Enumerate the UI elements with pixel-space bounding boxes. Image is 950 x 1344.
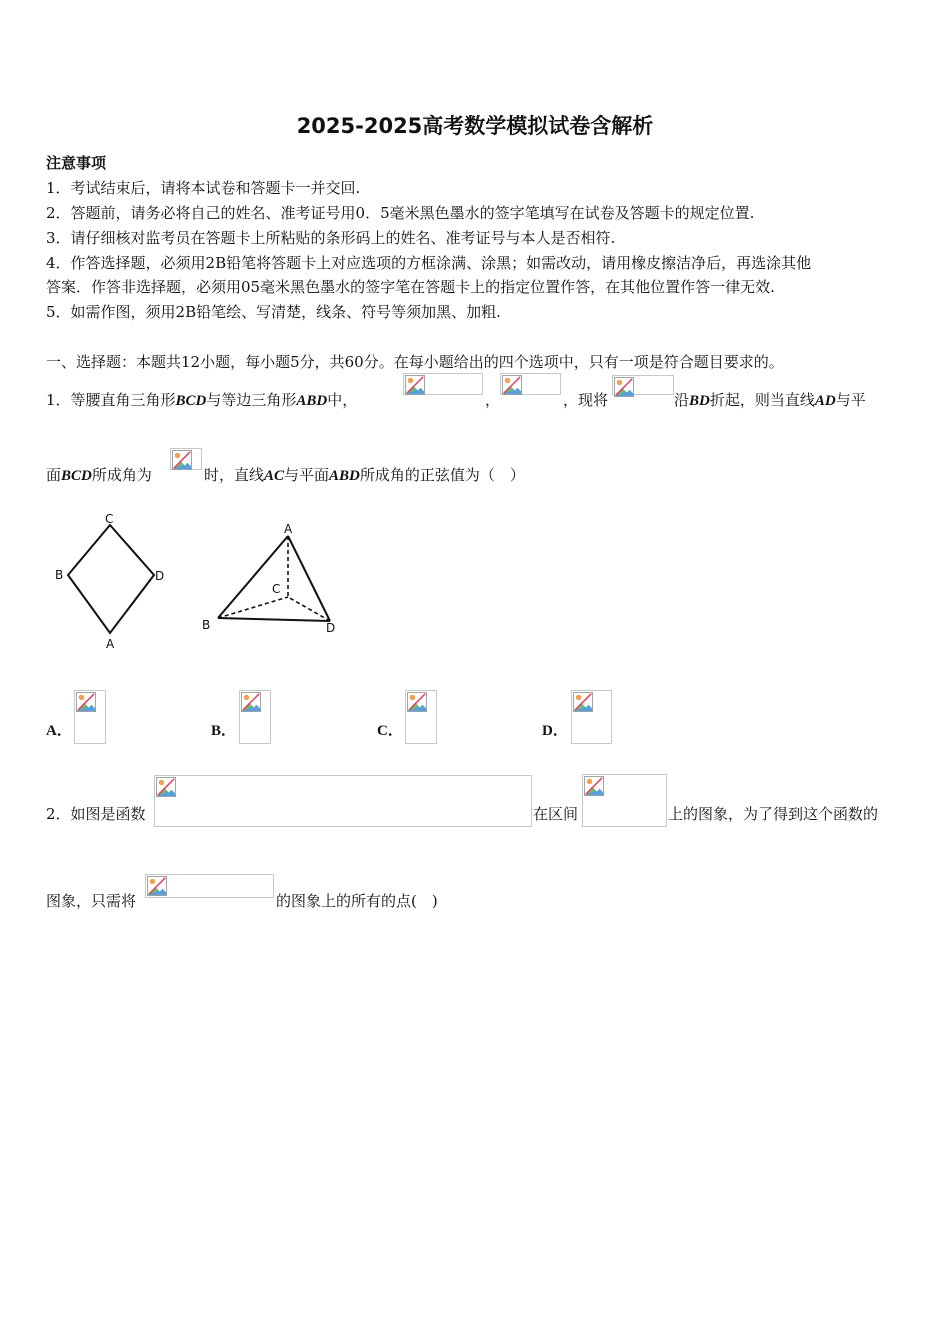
note-item: 5．如需作图，须用2B铅笔绘、写清楚，线条、符号等须加黑、加粗. <box>46 303 501 321</box>
question-1-line-2a <box>46 464 152 485</box>
section-heading: 一、选择题：本题共12小题，每小题5分，共60分。在每小题给出的四个选项中，只有一项是符合题目要求的。 <box>46 353 784 371</box>
q1-abd: ABD <box>329 468 360 484</box>
option-b-image-icon <box>239 690 271 744</box>
formula-image-icon <box>170 448 202 470</box>
figure-square-bcd <box>68 525 154 633</box>
fig1-label: C <box>105 512 114 526</box>
page-title: 2025-2025高考数学模拟试卷含解析 <box>296 114 654 138</box>
q1-text: 与平 <box>835 391 866 409</box>
option-c-image-icon <box>405 690 437 744</box>
option-b-label[interactable]: B． <box>211 723 237 739</box>
option-a-image-icon <box>74 690 106 744</box>
question-1-figures <box>50 505 350 655</box>
q1-text: 沿 <box>674 391 690 409</box>
q1-text: 所成角为 <box>91 466 152 484</box>
option-d-image-icon <box>571 690 612 744</box>
q1-text: ，现将 <box>563 391 609 409</box>
fig1-label: A <box>106 637 115 651</box>
q2-text: 的图象上的所有的点( ) <box>276 892 438 910</box>
formula-image-icon <box>154 775 532 827</box>
q1-ad: AD <box>814 393 836 409</box>
formula-image-icon <box>145 874 274 898</box>
q1-text: 面 <box>46 466 62 484</box>
q2-text: 在区间 <box>533 805 579 823</box>
note-item: 4．作答选择题，必须用2B铅笔将答题卡上对应选项的方框涂满、涂黑；如需改动，请用橡皮擦洁净后，再选涂其他 <box>46 254 812 272</box>
note-item: 2．答题前，请务必将自己的姓名、准考证号用0．5毫米黑色墨水的签字笔填写在试卷及答题卡的规定位置. <box>46 204 755 222</box>
question-1-line-1 <box>46 389 357 410</box>
q1-abd: ABD <box>296 393 328 409</box>
formula-image-icon <box>582 774 667 827</box>
q1-bcd: BCD <box>175 393 207 409</box>
fig2-label: D <box>326 621 336 635</box>
q1-text: 折起，则当直线 <box>709 391 815 409</box>
q1-text: 中， <box>327 391 358 409</box>
q1-comma: ， <box>485 391 501 409</box>
figure-tetrahedron <box>218 536 330 621</box>
formula-image-icon <box>500 373 561 395</box>
q2-text: 2．如图是函数 <box>46 805 146 823</box>
fig2-label: A <box>284 522 293 536</box>
q1-text: 与等边三角形 <box>206 391 297 409</box>
q1-bcd: BCD <box>61 468 92 484</box>
q1-text: 1．等腰直角三角形 <box>46 391 176 409</box>
question-1-line-2b <box>204 464 525 485</box>
option-d-label[interactable]: D． <box>542 723 568 739</box>
note-item: 答案．作答非选择题，必须用05毫米黑色墨水的签字笔在答题卡上的指定位置作答，在其他位置作答一律无效. <box>46 278 775 296</box>
q1-text: 所成角的正弦值为（ ） <box>359 466 525 484</box>
q1-ac: AC <box>264 468 285 484</box>
note-item: 3．请仔细核对监考员在答题卡上所粘贴的条形码上的姓名、准考证号与本人是否相符. <box>46 229 616 247</box>
q1-text: 与平面 <box>284 466 330 484</box>
fig1-label: B <box>55 568 64 582</box>
fig2-label: B <box>202 618 211 632</box>
q2-text: 上的图象，为了得到这个函数的 <box>668 805 879 823</box>
q1-bd: BD <box>689 393 710 409</box>
q1-text: 时，直线 <box>204 466 265 484</box>
note-item: 1．考试结束后，请将本试卷和答题卡一并交回. <box>46 179 361 197</box>
fig1-label: D <box>155 569 165 583</box>
fig2-label: C <box>272 582 281 596</box>
q2-text: 图象，只需将 <box>46 892 137 910</box>
option-a-label[interactable]: A． <box>46 723 72 739</box>
option-c-label[interactable]: C． <box>377 723 403 739</box>
notes-heading: 注意事项 <box>46 154 107 172</box>
question-1-line-1-end <box>674 389 866 410</box>
formula-image-icon <box>403 373 483 395</box>
formula-image-icon <box>612 375 674 395</box>
